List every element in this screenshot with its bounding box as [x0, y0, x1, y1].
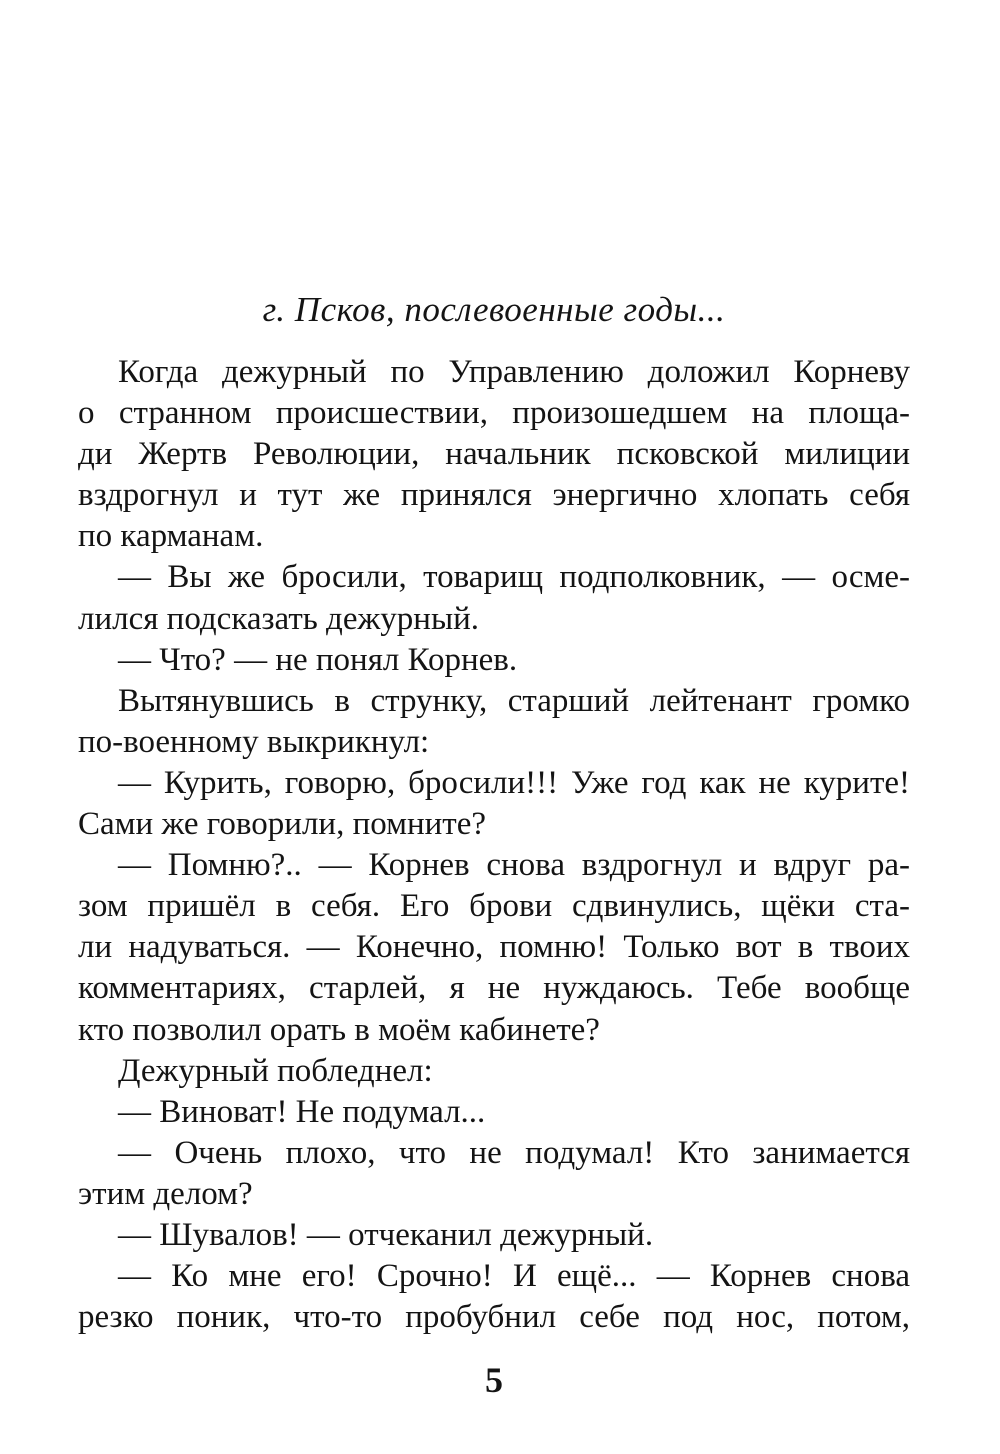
- body-text: [78, 352, 910, 1338]
- text-line: — Что? — не понял Корнев.: [118, 641, 518, 678]
- text-line: ди Жертв Революции, начальник псковской милиции: [78, 436, 910, 473]
- text-line: — Ко мне его! Срочно! И ещё... — Корнев снова: [118, 1258, 910, 1295]
- text-line: по карманам.: [78, 518, 264, 555]
- text-line: — Вы же бросили, товарищ подполковник, — осме-: [118, 559, 910, 596]
- text-line: ли надуваться. — Конечно, помню! Только вот в твоих: [78, 929, 910, 966]
- text-line: — Виноват! Не подумал...: [118, 1093, 486, 1130]
- text-line: — Шувалов! — отчеканил дежурный.: [118, 1216, 654, 1253]
- text-line: зом пришёл в себя. Его брови сдвинулись, щёки ста-: [78, 888, 910, 925]
- text-line: Дежурный побледнел:: [118, 1052, 433, 1089]
- book-page: [78, 0, 910, 1454]
- text-line: вздрогнул и тут же принялся энергично хлопать себя: [78, 477, 910, 514]
- text-line: комментариях, старлей, я не нуждаюсь. Тебе вообще: [78, 970, 910, 1007]
- text-line: Сами же говорили, помните?: [78, 806, 487, 843]
- chapter-heading: г. Псков, послевоенные годы...: [262, 290, 726, 329]
- text-line: Вытянувшись в струнку, старший лейтенант громко: [118, 682, 910, 719]
- text-line: — Очень плохо, что не подумал! Кто занимается: [118, 1134, 910, 1171]
- text-line: о странном происшествии, произошедшем на площа-: [78, 395, 910, 432]
- text-line: — Курить, говорю, бросили!!! Уже год как не курите!: [118, 764, 910, 801]
- text-line: резко поник, что-то пробубнил себе под нос, потом,: [78, 1299, 910, 1336]
- text-line: по-военному выкрикнул:: [78, 723, 430, 760]
- page-number: 5: [485, 1360, 503, 1400]
- text-line: Когда дежурный по Управлению доложил Корневу: [118, 354, 910, 390]
- text-line: лился подсказать дежурный.: [78, 600, 480, 637]
- text-line: этим делом?: [78, 1175, 253, 1212]
- text-line: кто позволил орать в моём кабинете?: [78, 1011, 600, 1048]
- text-line: — Помню?.. — Корнев снова вздрогнул и вдруг ра-: [118, 847, 910, 884]
